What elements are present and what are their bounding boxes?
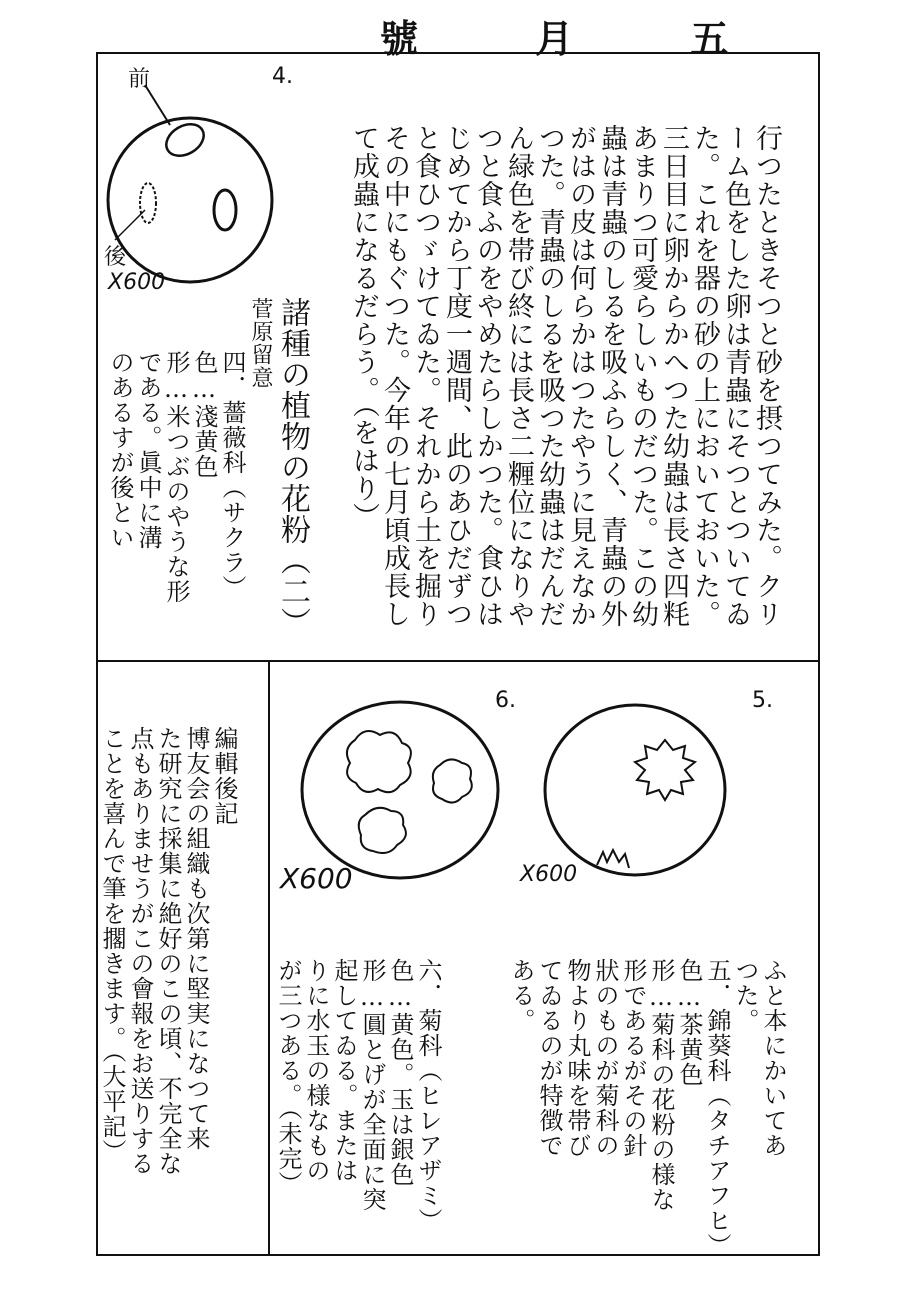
figure6-microscope-drawing <box>295 695 515 885</box>
figure5-magnification: X600 <box>520 862 578 887</box>
section6-body-line: が三つある。（未完） <box>274 958 302 1196</box>
figure5-circle <box>545 705 725 875</box>
section6-text <box>275 900 470 1252</box>
article-top-line: つた。青蟲のしるを吸つた幼蟲はだんだ <box>534 124 565 628</box>
section5-heading: 五．錦葵科（タチアフヒ） <box>703 958 731 1258</box>
figure6-number: 6. <box>495 688 516 713</box>
article-top-line: 三日目に卵からかへつた幼蟲は長さ四粍 <box>658 124 689 628</box>
item4-note-line: のあるすが後とい <box>106 350 134 550</box>
figure6-magnification: X600 <box>280 862 353 895</box>
figure4-back-label: 後 <box>104 245 127 270</box>
figure4-circle <box>108 118 272 282</box>
pollen-grain <box>140 183 156 223</box>
section6-body-line: りに水玉の様なもの <box>302 958 330 1183</box>
section5-intro-line: ふと本にかいてあ <box>759 958 787 1158</box>
editor-note-line: 博友会の組織も次第に堅実になつて来 <box>182 726 210 1151</box>
section6-color: 色…黄色。玉は銀色 <box>386 958 414 1187</box>
editor-note <box>98 668 266 1252</box>
pollen-fragment <box>597 850 629 868</box>
section-divider-vertical <box>268 660 270 1256</box>
article-top-line: た。これを器の砂の上においておいた。 <box>689 124 720 628</box>
section5-color: 色…茶黄色 <box>675 958 703 1087</box>
pollen-grain <box>161 118 210 162</box>
pollen-item4 <box>104 292 274 656</box>
article-top-line: と食ひつゞけてゐた。それから土を掘り <box>410 124 441 628</box>
pollen-grain <box>433 759 472 802</box>
figure5-number: 5. <box>752 688 773 713</box>
article-top <box>348 60 813 656</box>
section5-body-line: 狀のものが菊科の <box>591 958 619 1158</box>
item4-shape: 形…米つぶのやうな形 <box>162 350 190 604</box>
figure6-circle <box>302 702 498 878</box>
pollen-grain <box>359 808 406 853</box>
section5-body-line: 形…菊科の花粉の様な <box>647 958 675 1212</box>
section5-intro-line: つた。 <box>731 958 759 1033</box>
item4-note-line: である。眞中に溝 <box>134 350 162 550</box>
figure4-front-label: 前 <box>128 67 151 92</box>
section6-heading: 六．菊科（ヒレアザミ） <box>414 958 442 1233</box>
article-top-line: じめてから丁度一週間、此のあひだずつ <box>441 124 472 628</box>
item4-color: 色…淺黄色 <box>190 350 218 479</box>
pollen-article-author: 菅原留意 <box>248 297 273 389</box>
pollen-article-title: 諸種の植物の花粉（二） <box>275 297 310 638</box>
item4-heading: 四．薔薇科（サクラ） <box>218 350 246 600</box>
article-top-line: つと食ふのをやめたらしかつた。食ひは <box>472 124 503 628</box>
section5-body-line: 物より丸味を帯び <box>563 958 591 1158</box>
article-top-line: 行つたときそつと砂を摂つてみた。クリ <box>751 124 782 628</box>
editor-note-title: 編輯後記 <box>210 726 238 826</box>
section6-body-line: 起してゐる。または <box>330 958 358 1183</box>
article-top-line: ーム色をした卵は青蟲にそつとついてゐ <box>720 124 751 628</box>
article-top-line: て成蟲になるだらう。（をはり） <box>348 124 379 531</box>
section5-body-line: ある。 <box>507 958 535 1033</box>
pollen-grain <box>635 740 695 800</box>
article-top-line: あまりつ可愛らしいものだつた。この幼 <box>627 124 658 628</box>
section5-text <box>470 900 815 1258</box>
section6-body-line: 形…圓とげが全面に突 <box>358 958 386 1212</box>
editor-note-line: た研究に採集に絶好のこの頃、不完全な <box>154 726 182 1176</box>
section5-body-line: 形であるがその針 <box>619 958 647 1158</box>
article-top-line: ん緑色を帯び終には長さ二糎位になりや <box>503 124 534 628</box>
figure4-magnification: X600 <box>108 270 166 295</box>
section-divider-horizontal <box>96 660 820 662</box>
article-top-line: 蟲は青蟲のしるを吸ふらしく、青蟲の外 <box>596 124 627 628</box>
editor-note-line: ことを喜んで筆を擱きます。（大平記） <box>98 726 126 1164</box>
figure4-microscope-drawing <box>100 60 300 300</box>
pointer-line <box>115 210 145 240</box>
article-top-line: がはの皮は何らかはつたやうに見えなか <box>565 124 596 628</box>
editor-note-line: 点もありませうがこの會報をお送りする <box>126 726 154 1176</box>
section5-body-line: てゐるのが特徴で <box>535 958 563 1158</box>
article-top-line: その中にもぐつた。今年の七月頃成長し <box>379 124 410 628</box>
page-title: 號 月 五 <box>380 16 781 61</box>
pollen-grain <box>347 731 411 792</box>
figure4-number: 4. <box>272 64 293 89</box>
pollen-grain <box>214 190 236 230</box>
